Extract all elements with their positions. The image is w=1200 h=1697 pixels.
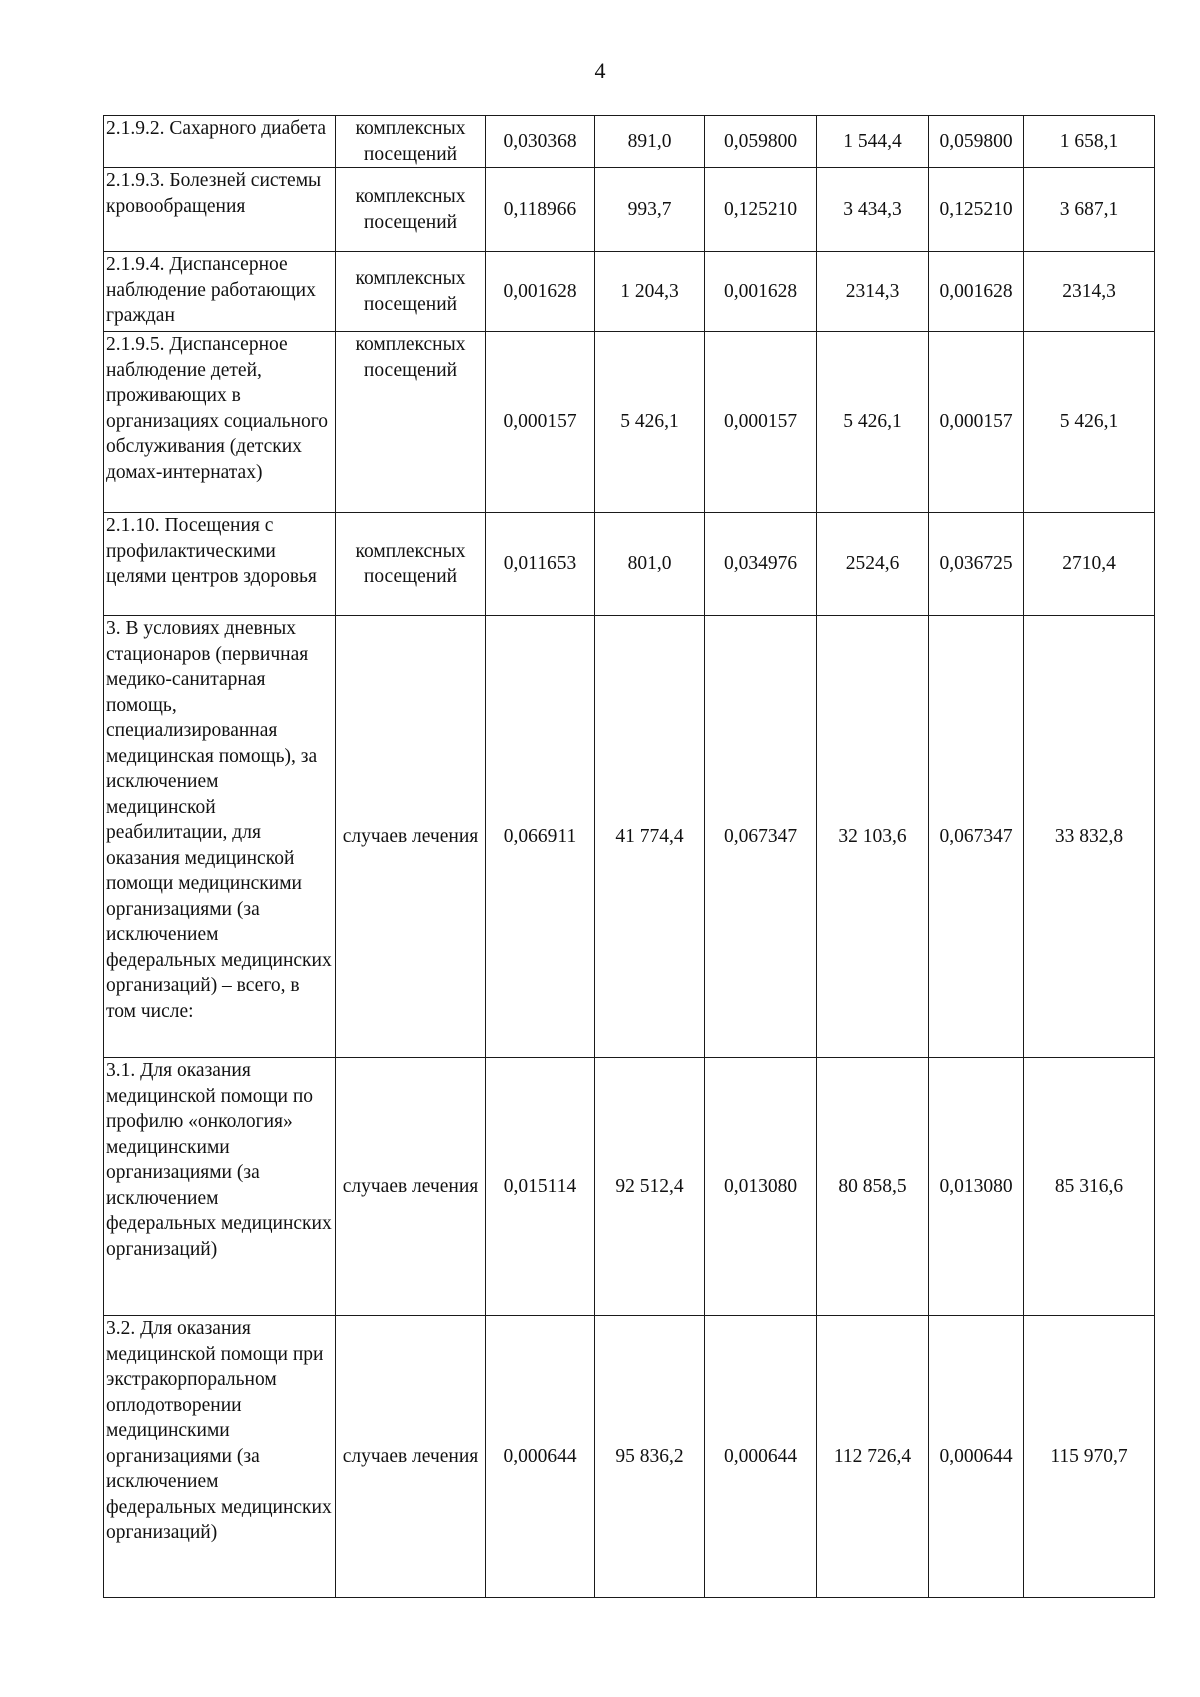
value-cell: 80 858,5	[817, 1058, 929, 1316]
table-row	[104, 1316, 1155, 1598]
row-name-cell: 2.1.9.5. Диспансерное наблюдение детей, проживающих в организациях социального обслуживания (детских домах-интернатах)	[104, 332, 336, 513]
value-cell: 891,0	[595, 116, 705, 168]
row-name-cell: 3. В условиях дневных стационаров (первичная медико-санитарная помощь, специализированная медицинская помощь), за исключением медицинской реабилитации, для оказания медицинской помощи медицинскими организациями (за исключением федеральных медицинских организаций) – всего, в том числе:	[104, 616, 336, 1058]
value-cell: 0,067347	[929, 616, 1024, 1058]
value-cell: 801,0	[595, 513, 705, 616]
value-cell: 5 426,1	[1024, 332, 1155, 513]
row-name-cell: 2.1.9.2. Сахарного диабета	[104, 116, 336, 168]
value-cell: 5 426,1	[817, 332, 929, 513]
row-name-cell: 2.1.9.4. Диспансерное наблюдение работающих граждан	[104, 252, 336, 332]
value-cell: 0,001628	[705, 252, 817, 332]
value-cell: 3 434,3	[817, 168, 929, 252]
value-cell: 92 512,4	[595, 1058, 705, 1316]
row-name-cell: 2.1.9.3. Болезней системы кровообращения	[104, 168, 336, 252]
value-cell: 41 774,4	[595, 616, 705, 1058]
value-cell: 0,000157	[705, 332, 817, 513]
row-name-cell: 3.1. Для оказания медицинской помощи по профилю «онкология» медицинскими организациями (за исключением федеральных медицинских организаций)	[104, 1058, 336, 1316]
value-cell: 95 836,2	[595, 1316, 705, 1598]
value-cell: 0,001628	[486, 252, 595, 332]
value-cell: 0,030368	[486, 116, 595, 168]
value-cell: 993,7	[595, 168, 705, 252]
value-cell: 2314,3	[1024, 252, 1155, 332]
value-cell: 0,059800	[929, 116, 1024, 168]
unit-cell: комплексных посещений	[336, 168, 486, 252]
value-cell: 0,118966	[486, 168, 595, 252]
table-row	[104, 332, 1155, 513]
value-cell: 1 204,3	[595, 252, 705, 332]
value-cell: 0,125210	[929, 168, 1024, 252]
unit-cell: случаев лечения	[336, 616, 486, 1058]
unit-cell: комплексных посещений	[336, 332, 486, 513]
unit-cell: случаев лечения	[336, 1058, 486, 1316]
table-row	[104, 252, 1155, 332]
value-cell: 1 658,1	[1024, 116, 1155, 168]
value-cell: 0,015114	[486, 1058, 595, 1316]
value-cell: 5 426,1	[595, 332, 705, 513]
row-name-cell: 2.1.10. Посещения с профилактическими целями центров здоровья	[104, 513, 336, 616]
value-cell: 0,000644	[929, 1316, 1024, 1598]
unit-cell: случаев лечения	[336, 1316, 486, 1598]
value-cell: 0,066911	[486, 616, 595, 1058]
value-cell: 2710,4	[1024, 513, 1155, 616]
value-cell: 0,000157	[486, 332, 595, 513]
unit-cell: комплексных посещений	[336, 116, 486, 168]
value-cell: 0,059800	[705, 116, 817, 168]
value-cell: 0,000644	[486, 1316, 595, 1598]
value-cell: 112 726,4	[817, 1316, 929, 1598]
value-cell: 115 970,7	[1024, 1316, 1155, 1598]
value-cell: 2314,3	[817, 252, 929, 332]
data-table	[103, 115, 1155, 1598]
value-cell: 1 544,4	[817, 116, 929, 168]
value-cell: 33 832,8	[1024, 616, 1155, 1058]
table-row	[104, 116, 1155, 168]
value-cell: 32 103,6	[817, 616, 929, 1058]
value-cell: 0,000157	[929, 332, 1024, 513]
unit-cell: комплексных посещений	[336, 252, 486, 332]
value-cell: 85 316,6	[1024, 1058, 1155, 1316]
value-cell: 0,013080	[705, 1058, 817, 1316]
table-row	[104, 616, 1155, 1058]
value-cell: 2524,6	[817, 513, 929, 616]
table-row	[104, 513, 1155, 616]
page-number: 4	[594, 58, 606, 83]
value-cell: 0,001628	[929, 252, 1024, 332]
value-cell: 0,000644	[705, 1316, 817, 1598]
value-cell: 0,011653	[486, 513, 595, 616]
row-name-cell: 3.2. Для оказания медицинской помощи при экстракорпоральном оплодотворении медицинскими организациями (за исключением федеральных медицинских организаций)	[104, 1316, 336, 1598]
value-cell: 0,034976	[705, 513, 817, 616]
unit-cell: комплексных посещений	[336, 513, 486, 616]
value-cell: 0,067347	[705, 616, 817, 1058]
value-cell: 3 687,1	[1024, 168, 1155, 252]
value-cell: 0,013080	[929, 1058, 1024, 1316]
table-row	[104, 168, 1155, 252]
table-row	[104, 1058, 1155, 1316]
value-cell: 0,125210	[705, 168, 817, 252]
value-cell: 0,036725	[929, 513, 1024, 616]
